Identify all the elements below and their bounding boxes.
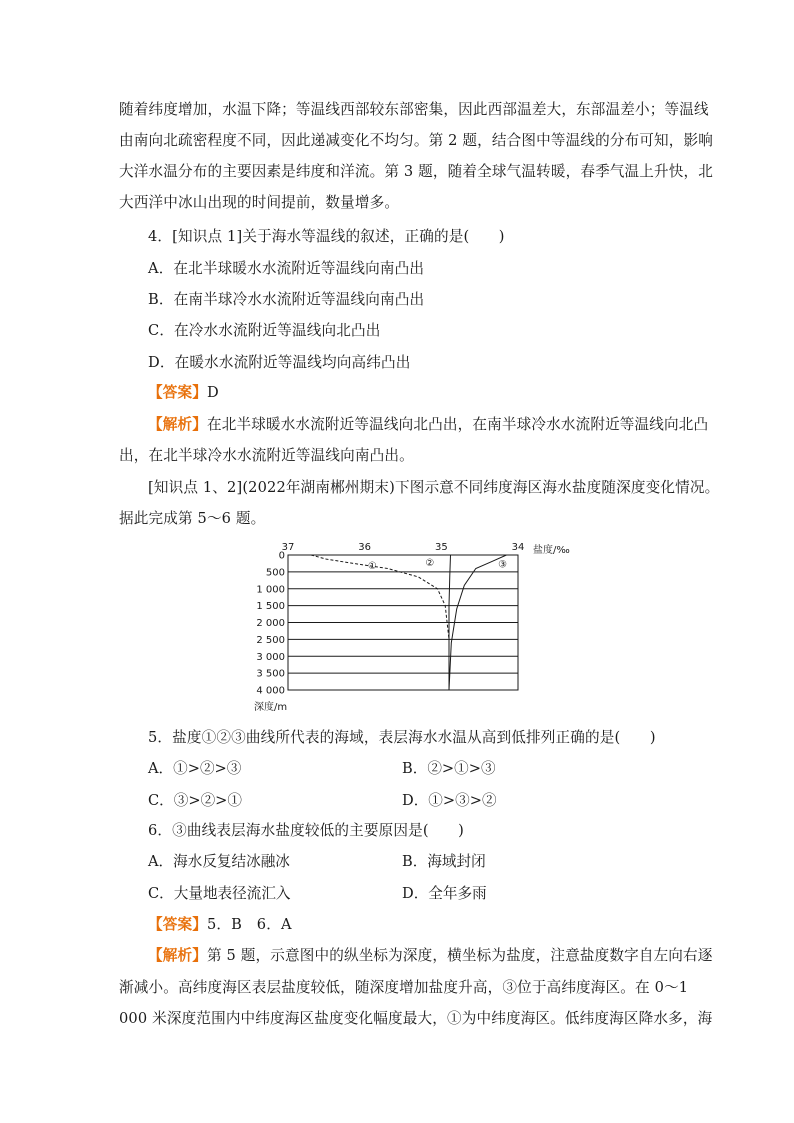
q5-option-b: B．②>①>③ [402, 760, 496, 777]
q4-analysis-line-2: 出，在北半球冷水水流附近等温线向南凸出。 [119, 447, 414, 464]
intro-line-3: 大洋水温分布的主要因素是纬度和洋流。第 3 题，随着全球气温转暖，春季气温上升快，北 [119, 163, 714, 180]
q4-option-b: B．在南半球冷水水流附近等温线向南凸出 [148, 291, 425, 308]
chart-x-label: 盐度/‰ [533, 545, 570, 556]
q5-stem: 5．盐度①②③曲线所代表的海域，表层海水水温从高到低排列正确的是( ) [148, 729, 656, 746]
q4-option-c: C．在冷水水流附近等温线向北凸出 [148, 322, 381, 339]
chart-y-tick-label: 4 000 [256, 685, 285, 697]
answer-value: 5．B 6．A [206, 916, 292, 933]
q4-option-d: D．在暖水水流附近等温线均向高纬凸出 [148, 354, 411, 371]
analysis56-line-3: 000 米深度范围内中纬度海区盐度变化幅度最大，①为中纬度海区。低纬度海区降水多，海 [119, 1010, 713, 1027]
group-intro-line-2: 据此完成第 5～6 题。 [119, 510, 266, 527]
chart-curve-label: ① [367, 561, 377, 573]
chart-x-tick-label: 34 [511, 542, 525, 553]
q4-analysis-line-1 [148, 415, 708, 435]
chart-y-tick-label: 2 500 [256, 634, 285, 646]
answer-56 [148, 915, 292, 935]
chart-y-tick-label: 1 500 [256, 601, 285, 613]
intro-line-2: 由南向北疏密程度不同，因此递减变化不均匀。第 2 题，结合图中等温线的分布可知，影响 [119, 132, 714, 149]
q5-option-d: D．①>③>② [402, 792, 497, 809]
chart-curve-labels [368, 558, 507, 572]
intro-line-4: 大西洋中冰山出现的时间提前，数量增多。 [119, 194, 400, 211]
analysis-text: 在北半球暖水水流附近等温线向北凸出，在南半球冷水水流附近等温线向北凸 [206, 416, 709, 433]
q4-answer [148, 383, 219, 403]
chart-x-tick-label: 35 [434, 542, 448, 553]
answer-label: 【答案】 [148, 384, 207, 401]
chart-x-ticks [282, 542, 525, 553]
analysis56-line-2: 渐减小。高纬度海区表层盐度较低，随深度增加盐度升高，③位于高纬度海区。在 0～1 [119, 979, 689, 996]
chart-curve-label: ③ [498, 559, 508, 571]
chart-y-tick-label: 1 000 [256, 584, 285, 596]
analysis56-line-1 [148, 946, 713, 966]
q5-option-c: C．③>②>① [148, 792, 242, 809]
salinity-depth-chart [250, 540, 570, 715]
q4-option-a: A．在北半球暖水水流附近等温线向南凸出 [148, 260, 425, 277]
q5-option-a: A．①>②>③ [148, 760, 242, 777]
answer-value: D [206, 384, 219, 401]
chart-x-tick-label: 37 [281, 542, 295, 553]
chart-gridlines [288, 555, 518, 690]
analysis-text: 第 5 题，示意图中的纵坐标为深度，横坐标为盐度，注意盐度数字自左向右逐 [206, 947, 713, 964]
q6-option-a: A．海水反复结冰融冰 [148, 853, 290, 870]
analysis-label: 【解析】 [148, 947, 207, 964]
chart-y-tick-label: 3 500 [256, 668, 285, 680]
chart-y-tick-label: 2 000 [256, 618, 285, 629]
chart-curve-label: ② [425, 557, 435, 569]
q6-stem: 6．③曲线表层海水盐度较低的主要原因是( ) [148, 822, 464, 839]
q4-stem: 4．[知识点 1]关于海水等温线的叙述，正确的是( ) [148, 228, 505, 245]
analysis-label: 【解析】 [148, 416, 207, 433]
chart-y-tick-label: 3 000 [256, 651, 285, 663]
chart-y-tick-label: 500 [265, 567, 285, 579]
q6-option-b: B．海域封闭 [402, 853, 486, 870]
q6-option-d: D．全年多雨 [402, 885, 487, 902]
intro-line-1: 随着纬度增加，水温下降；等温线西部较东部密集，因此西部温差大，东部温差小；等温线 [119, 101, 709, 118]
group-intro-line-1: [知识点 1、2](2022年湖南郴州期末)下图示意不同纬度海区海水盐度随深度变化情况。 [148, 479, 720, 496]
q6-option-c: C．大量地表径流汇入 [148, 885, 291, 902]
answer-label: 【答案】 [148, 916, 207, 933]
chart-y-tick-label: 0 [278, 550, 285, 562]
chart-x-tick-label: 36 [358, 542, 372, 553]
chart-y-label: 深度/m [254, 702, 288, 713]
chart-y-ticks [256, 551, 285, 697]
